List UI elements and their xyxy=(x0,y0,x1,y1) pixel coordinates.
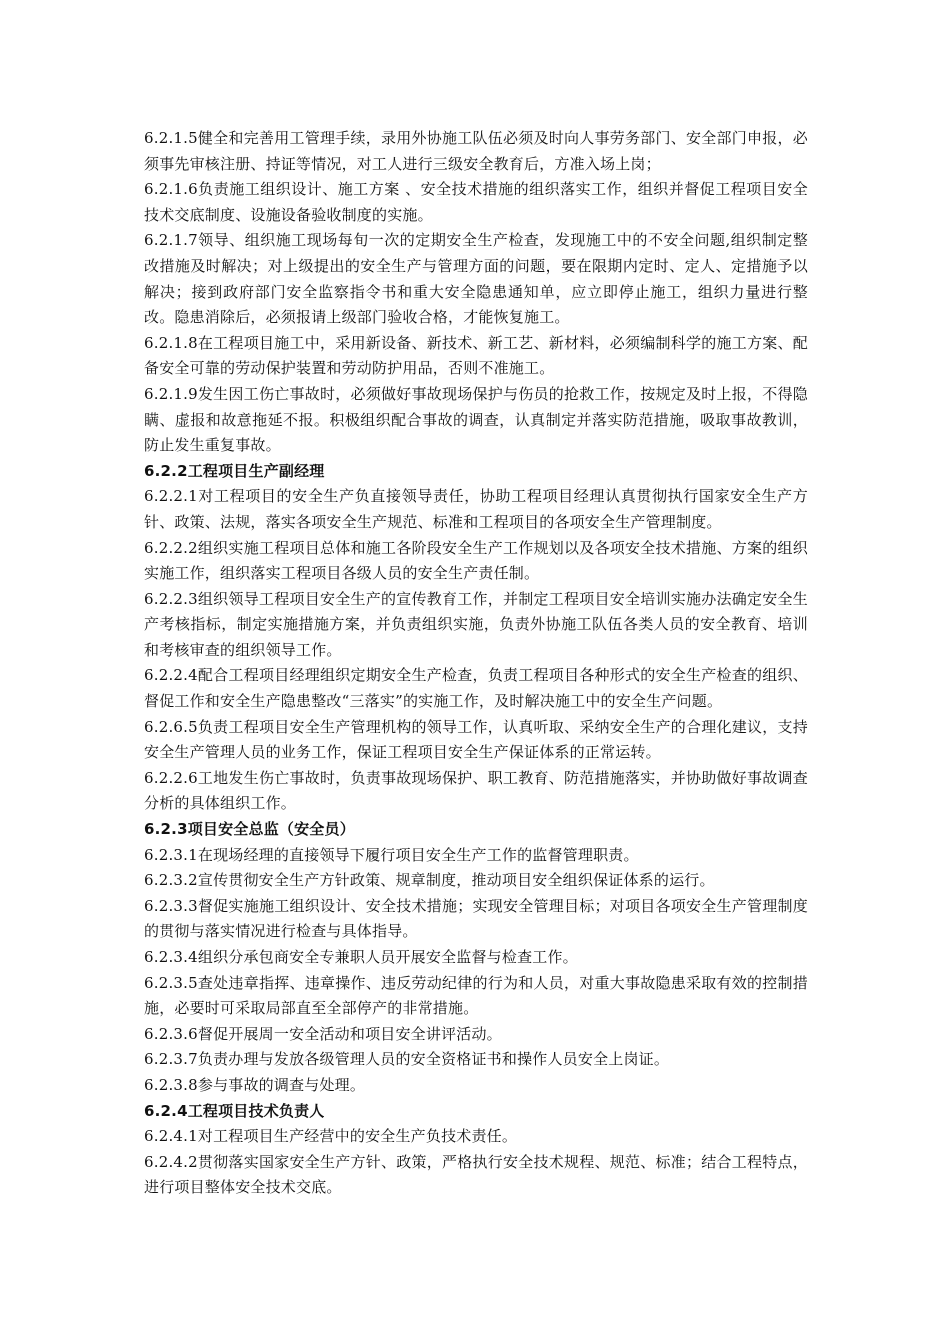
paragraph-6-2-4-1: 6.2.4.1对工程项目生产经营中的安全生产负技术责任。 xyxy=(144,1127,518,1146)
paragraph-6-2-3-2: 6.2.3.2宣传贯彻安全生产方针政策、规章制度，推动项目安全组织保证体系的运行。 xyxy=(144,871,715,890)
section-heading-6-2-3: 6.2.3项目安全总监（安全员） xyxy=(144,820,355,839)
section-heading-6-2-4: 6.2.4工程项目技术负责人 xyxy=(144,1101,325,1120)
paragraph-6-2-3-5: 6.2.3.5查处违章指挥、违章操作、违反劳动纪律的行为和人员，对重大事故隐患采取有效的控制措施，必要时可采取局部直至全部停产的非常措施。 xyxy=(144,973,808,1018)
paragraph-6-2-2-3: 6.2.2.3组织领导工程项目安全生产的宣传教育工作，并制定工程项目安全培训实施办法确定安全生产考核指标，制定实施措施方案，并负责组织实施，负责外协施工队伍各类人员的安全教育、培训和考核审查的组织领导工作。 xyxy=(144,589,808,659)
paragraph-6-2-3-1: 6.2.3.1在现场经理的直接领导下履行项目安全生产工作的监督管理职责。 xyxy=(144,845,639,864)
paragraph-6-2-1-5: 6.2.1.5健全和完善用工管理手续，录用外协施工队伍必须及时向人事劳务部门、安全部门申报，必须事先审核注册、持证等情况，对工人进行三级安全教育后，方准入场上岗； xyxy=(144,129,808,173)
paragraph-6-2-1-7: 6.2.1.7领导、组织施工现场每旬一次的定期安全生产检查，发现施工中的不安全问题,组织制定整改措施及时解决；对上级提出的安全生产与管理方面的问题，要在限期内定时、定人、定措施予以解决；接到政府部门安全监察指令书和重大安全隐患通知单，应立即停止施工，组织力量进行整改。隐患消除后，必须报请上级部门验收合格，才能恢复施工。 xyxy=(144,231,808,327)
paragraph-6-2-3-6: 6.2.3.6督促开展周一安全活动和项目安全讲评活动。 xyxy=(144,1024,502,1043)
document-body xyxy=(144,126,808,1201)
paragraph-6-2-1-6: 6.2.1.6负责施工组织设计、施工方案 、安全技术措施的组织落实工作，组织并督促工程项目安全技术交底制度、设施设备验收制度的实施。 xyxy=(144,180,808,224)
section-heading-6-2-2: 6.2.2工程项目生产副经理 xyxy=(144,461,325,480)
paragraph-6-2-4-2: 6.2.4.2贯彻落实国家安全生产方针、政策，严格执行安全技术规程、规范、标准；结合工程特点，进行项目整体安全技术交底。 xyxy=(144,1152,808,1197)
paragraph-6-2-2-4: 6.2.2.4配合工程项目经理组织定期安全生产检查，负责工程项目各种形式的安全生产检查的组织、督促工作和安全生产隐患整改“三落实”的实施工作，及时解决施工中的安全生产问题。 xyxy=(144,666,808,711)
paragraph-6-2-2-1: 6.2.2.1对工程项目的安全生产负直接领导责任，协助工程项目经理认真贯彻执行国家安全生产方针、政策、法规，落实各项安全生产规范、标准和工程项目的各项安全生产管理制度。 xyxy=(144,487,808,531)
paragraph-6-2-2-2: 6.2.2.2组织实施工程项目总体和施工各阶段安全生产工作规划以及各项安全技术措施、方案的组织实施工作，组织落实工程项目各级人员的安全生产责任制。 xyxy=(144,538,808,583)
paragraph-6-2-3-8: 6.2.3.8参与事故的调查与处理。 xyxy=(144,1075,366,1094)
paragraph-6-2-2-6: 6.2.2.6工地发生伤亡事故时，负责事故现场保护、职工教育、防范措施落实，并协助做好事故调查分析的具体组织工作。 xyxy=(144,768,808,813)
paragraph-6-2-3-4: 6.2.3.4组织分承包商安全专兼职人员开展安全监督与检查工作。 xyxy=(144,948,578,966)
paragraph-6-2-3-3: 6.2.3.3督促实施施工组织设计、安全技术措施；实现安全管理目标；对项目各项安全生产管理制度的贯彻与落实情况进行检查与具体指导。 xyxy=(144,896,808,941)
paragraph-6-2-1-9: 6.2.1.9发生因工伤亡事故时，必须做好事故现场保护与伤员的抢救工作，按规定及时上报，不得隐瞒、虚报和故意拖延不报。积极组织配合事故的调查，认真制定并落实防范措施，吸取事故教训，防止发生重复事故。 xyxy=(144,384,808,455)
paragraph-6-2-3-7: 6.2.3.7负责办理与发放各级管理人员的安全资格证书和操作人员安全上岗证。 xyxy=(144,1050,670,1069)
paragraph-6-2-1-8: 6.2.1.8在工程项目施工中，采用新设备、新技术、新工艺、新材料，必须编制科学的施工方案、配备安全可靠的劳动保护装置和劳动防护用品，否则不准施工。 xyxy=(144,333,808,378)
paragraph-6-2-6-5: 6.2.6.5负责工程项目安全生产管理机构的领导工作，认真听取、采纳安全生产的合理化建议，支持安全生产管理人员的业务工作，保证工程项目安全生产保证体系的正常运转。 xyxy=(144,717,808,762)
